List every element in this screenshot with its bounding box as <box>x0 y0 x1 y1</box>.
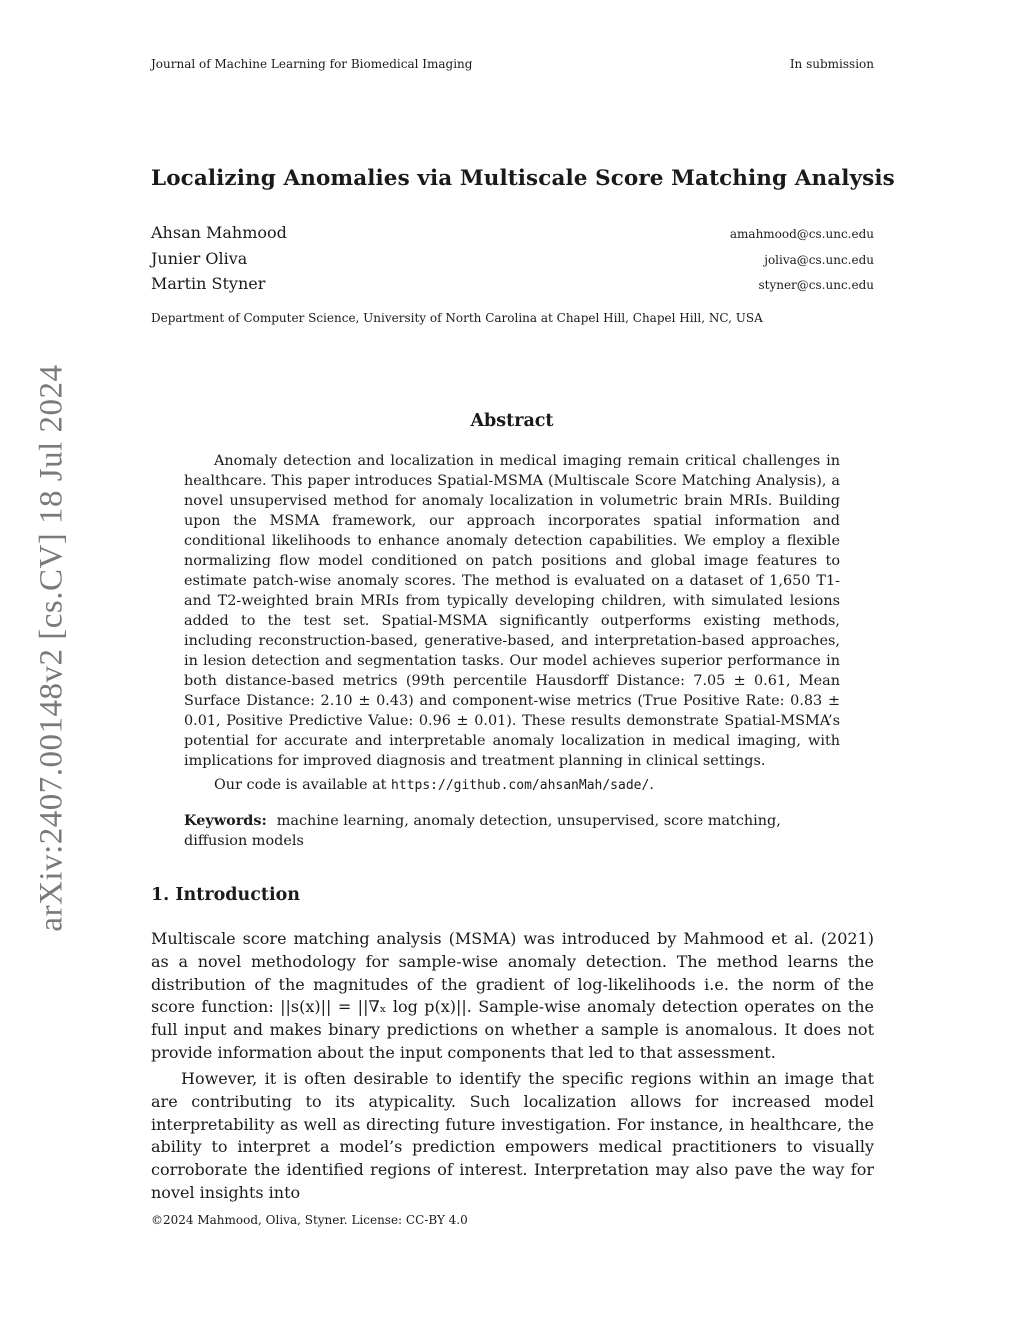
author-email[interactable]: amahmood@cs.unc.edu <box>729 227 874 241</box>
intro-paragraph-1: Multiscale score matching analysis (MSMA) was introduced by Mahmood et al. (2021) as a novel methodology for sample-wise anomaly detection. The method learns the distribution of the magnitudes of the gradient of log-likelihoods i.e. the norm of the score function: ||s(x)|| = ||∇ₓ log p(x)||. Sample-wise anomaly detection operates on the full input and makes binary predictions on whether a sample is anomalous. It does not provide information about the input components that led to that assessment. <box>151 929 874 1062</box>
abstract-heading: Abstract <box>470 411 554 431</box>
code-suffix: . <box>649 777 654 793</box>
license-footer: ©2024 Mahmood, Oliva, Styner. License: CC-BY 4.0 <box>151 1213 468 1227</box>
author-name: Martin Styner <box>151 274 266 293</box>
section-heading: 1. Introduction <box>151 885 300 905</box>
abstract-text: Anomaly detection and localization in medical imaging remain critical challenges in healthcare. This paper introduces Spatial-MSMA (Multiscale Score Matching Analysis), a novel unsupervised method for anomaly localization in volumetric brain MRIs. Building upon the MSMA framework, our approach incorporates spatial information and conditional likelihoods to enhance anomaly detection capabilities. We employ a flexible normalizing flow model conditioned on patch positions and global image features to estimate patch-wise anomaly scores. The method is evaluated on a dataset of 1,650 T1- and T2-weighted brain MRIs from typically developing children, with simulated lesions added to the test set. Spatial-MSMA significantly outperforms existing methods, including reconstruction-based, generative-based, and interpretation-based approaches, in lesion detection and segmentation tasks. Our model achieves superior performance in both distance-based metrics (99th percentile Hausdorff Distance: 7.05 ± 0.61, Mean Surface Distance: 2.10 ± 0.43) and component-wise metrics (True Positive Rate: 0.83 ± 0.01, Positive Predictive Value: 0.96 ± 0.01). These results demonstrate Spatial-MSMA’s potential for accurate and interpretable anomaly localization in medical imaging, with implications for improved diagnosis and treatment planning in clinical settings. <box>184 453 840 769</box>
keywords-label: Keywords: <box>184 812 267 829</box>
intro-paragraph-2: However, it is often desirable to identify the specific regions within an image that are contributing to its atypicality. Such localization allows for increased model interpretability as well as directing future investigation. For instance, in healthcare, the ability to interpret a model’s prediction empowers medical practitioners to visually corroborate the identified regions of interest. Interpretation may also pave the way for novel insights into <box>151 1069 874 1202</box>
code-availability <box>184 775 840 796</box>
keywords <box>184 811 840 851</box>
affiliation: Department of Computer Science, University of North Carolina at Chapel Hill, Chapel Hill, NC, USA <box>151 311 763 325</box>
paper-title: Localizing Anomalies via Multiscale Score Matching Analysis <box>151 166 895 191</box>
arxiv-identifier: arXiv:2407.00148v2 [cs.CV] 18 Jul 2024 <box>33 364 70 932</box>
author-row <box>151 274 874 293</box>
keywords-text: machine learning, anomaly detection, unsupervised, score matching, diffusion models <box>184 813 781 849</box>
code-link[interactable]: https://github.com/ahsanMah/sade/ <box>391 778 650 793</box>
submission-status: In submission <box>789 57 874 71</box>
author-email[interactable]: joliva@cs.unc.edu <box>764 253 874 267</box>
author-name: Junier Oliva <box>151 249 248 268</box>
author-name: Ahsan Mahmood <box>151 223 287 242</box>
author-email[interactable]: styner@cs.unc.edu <box>758 278 874 292</box>
abstract-body <box>184 451 840 771</box>
author-row <box>151 223 874 242</box>
code-prefix: Our code is available at <box>214 777 392 793</box>
journal-name: Journal of Machine Learning for Biomedical Imaging <box>151 57 473 71</box>
author-row <box>151 249 874 268</box>
